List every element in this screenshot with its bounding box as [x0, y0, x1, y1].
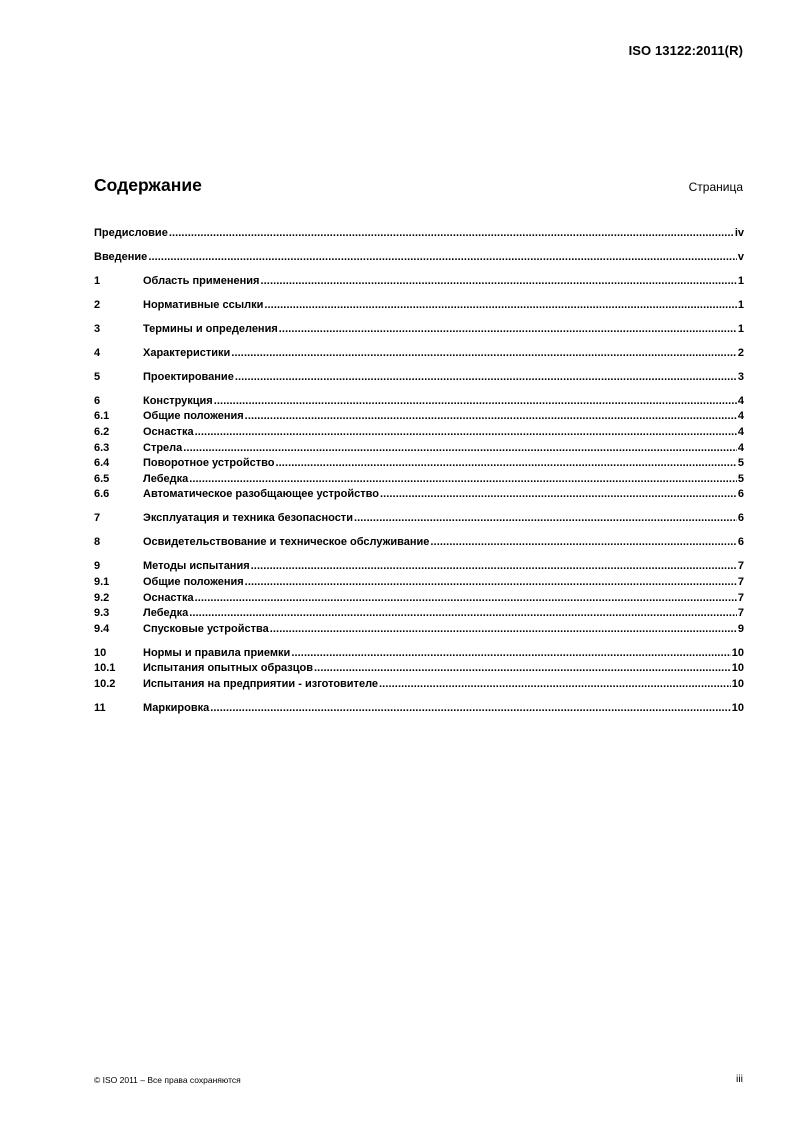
toc-entry-number: 6.1 — [94, 410, 110, 423]
toc-entry-number: 10 — [94, 646, 107, 659]
dot-leader — [183, 441, 737, 457]
toc-entry-page: 1 — [737, 322, 744, 335]
toc-entry-label: Испытания опытных образцов — [143, 662, 314, 675]
toc-entry-page: 4 — [737, 426, 744, 439]
dot-leader — [195, 425, 737, 441]
toc-entry-number: 4 — [94, 346, 101, 359]
toc-entry-number: 6.5 — [94, 472, 110, 485]
toc-entry-page: 10 — [731, 646, 744, 659]
toc-entry-number: 3 — [94, 322, 101, 335]
toc-entry[interactable] — [94, 575, 744, 591]
page-column-label: Страница — [688, 180, 743, 194]
toc-entry-label: Испытания на предприятии - изготовителе — [143, 677, 379, 690]
dot-leader — [380, 487, 737, 503]
toc-entry[interactable] — [94, 274, 744, 290]
toc-entry-number: 6.2 — [94, 426, 110, 439]
toc-entry[interactable] — [94, 298, 744, 314]
footer-copyright: © ISO 2011 – Все права сохраняются — [94, 1075, 241, 1085]
toc-entry-label: Проектирование — [143, 370, 234, 383]
toc-entry[interactable] — [94, 472, 744, 488]
dot-leader — [270, 622, 737, 638]
toc-entry[interactable] — [94, 226, 744, 242]
toc-entry-label: Методы испытания — [143, 560, 250, 573]
toc-entry-page: iv — [734, 227, 744, 239]
document-code: ISO 13122:2011(R) — [628, 43, 743, 58]
dot-leader — [245, 409, 737, 425]
dot-leader — [148, 250, 737, 266]
toc-entry-page: v — [737, 250, 744, 263]
dot-leader — [354, 511, 737, 527]
toc-entry-page: 9 — [737, 622, 744, 635]
toc-entry-label: Эксплуатация и техника безопасности — [143, 512, 353, 525]
toc-entry-number: 6.3 — [94, 441, 110, 454]
toc-entry[interactable] — [94, 591, 744, 607]
toc-entry-label: Общие положения — [143, 576, 244, 588]
toc-entry-label: Освидетельствование и техническое обслуживание — [143, 536, 430, 549]
toc-entry-page: 6 — [737, 512, 744, 525]
toc-entry[interactable] — [94, 487, 744, 503]
dot-leader — [189, 606, 737, 622]
toc-entry-page: 7 — [737, 560, 744, 573]
toc-entry[interactable] — [94, 622, 744, 638]
toc-entry-number: 9.3 — [94, 607, 110, 620]
toc-entry-number: 9.1 — [94, 576, 110, 588]
toc-entry-label: Нормы и правила приемки — [143, 646, 291, 659]
toc-entry-label: Оснастка — [143, 591, 194, 604]
dot-leader — [275, 456, 736, 472]
toc-entry-label: Введение — [94, 250, 148, 263]
toc-title: Содержание — [94, 175, 202, 195]
toc-entry[interactable] — [94, 409, 744, 425]
dot-leader — [195, 591, 737, 607]
toc-entry[interactable] — [94, 661, 744, 677]
table-of-contents — [94, 226, 744, 717]
toc-entry-number: 11 — [94, 701, 106, 714]
dot-leader — [210, 701, 731, 717]
toc-entry-number: 1 — [94, 274, 101, 287]
toc-entry-number: 9.2 — [94, 591, 110, 604]
toc-entry[interactable] — [94, 606, 744, 622]
toc-entry-number: 6.6 — [94, 488, 110, 501]
toc-entry-number: 6 — [94, 394, 101, 407]
toc-entry[interactable] — [94, 677, 744, 693]
toc-entry-label: Лебедка — [143, 472, 189, 485]
toc-entry-label: Маркировка — [143, 701, 210, 714]
toc-entry-label: Автоматическое разобщающее устройство — [143, 488, 379, 501]
toc-entry-page: 7 — [737, 607, 744, 620]
toc-entry[interactable] — [94, 250, 744, 266]
dot-leader — [251, 559, 737, 575]
toc-entry-number: 2 — [94, 298, 101, 311]
toc-entry-page: 1 — [737, 298, 744, 311]
toc-entry-page: 10 — [731, 701, 744, 714]
toc-entry-page: 6 — [737, 536, 744, 549]
toc-entry-page: 10 — [731, 677, 744, 690]
toc-entry-page: 2 — [737, 346, 744, 359]
toc-entry[interactable] — [94, 394, 744, 410]
dot-leader — [291, 646, 730, 662]
toc-entry-number: 10.2 — [94, 677, 116, 690]
toc-entry[interactable] — [94, 322, 744, 338]
toc-entry-label: Характеристики — [143, 346, 231, 359]
toc-entry-number: 9 — [94, 560, 101, 573]
toc-entry-label: Нормативные ссылки — [143, 298, 264, 311]
toc-entry-number: 7 — [94, 512, 101, 525]
toc-entry-page: 5 — [737, 457, 744, 470]
toc-entry[interactable] — [94, 559, 744, 575]
toc-entry-label: Спусковые устройства — [143, 622, 269, 635]
toc-entry-page: 7 — [737, 591, 744, 604]
toc-entry-label: Оснастка — [143, 426, 194, 439]
toc-entry-page: 4 — [737, 394, 744, 407]
toc-entry-page: 3 — [737, 370, 744, 383]
toc-entry-label: Область применения — [143, 274, 260, 287]
dot-leader — [260, 274, 736, 290]
toc-entry-label: Общие положения — [143, 410, 244, 423]
dot-leader — [379, 677, 731, 693]
toc-entry-label: Стрела — [143, 441, 183, 454]
dot-leader — [231, 346, 737, 362]
toc-entry-label: Конструкция — [143, 394, 213, 407]
toc-entry-page: 7 — [737, 576, 744, 588]
toc-entry[interactable] — [94, 535, 744, 551]
toc-entry[interactable] — [94, 456, 744, 472]
dot-leader — [189, 472, 737, 488]
dot-leader — [245, 575, 737, 591]
toc-entry[interactable] — [94, 441, 744, 457]
toc-entry-label: Лебедка — [143, 607, 189, 620]
toc-entry-label: Предисловие — [94, 227, 168, 239]
toc-entry-label: Поворотное устройство — [143, 457, 275, 470]
dot-leader — [264, 298, 737, 314]
toc-entry-number: 5 — [94, 370, 101, 383]
dot-leader — [279, 322, 737, 338]
toc-entry[interactable] — [94, 425, 744, 441]
toc-entry[interactable] — [94, 346, 744, 362]
footer-page-number: iii — [736, 1073, 743, 1085]
toc-entry[interactable] — [94, 701, 744, 717]
dot-leader — [169, 226, 734, 242]
toc-entry[interactable] — [94, 511, 744, 527]
toc-entry[interactable] — [94, 370, 744, 386]
toc-entry-page: 4 — [737, 441, 744, 454]
toc-entry-label: Термины и определения — [143, 322, 278, 335]
toc-entry-page: 4 — [737, 410, 744, 423]
dot-leader — [314, 661, 731, 677]
toc-entry-page: 6 — [737, 488, 744, 501]
toc-entry-number: 10.1 — [94, 662, 116, 675]
dot-leader — [430, 535, 736, 551]
toc-entry[interactable] — [94, 646, 744, 662]
dot-leader — [235, 370, 737, 386]
toc-entry-number: 6.4 — [94, 457, 110, 470]
dot-leader — [214, 394, 737, 410]
toc-entry-page: 5 — [737, 472, 744, 485]
toc-entry-page: 10 — [731, 662, 744, 675]
toc-entry-number: 9.4 — [94, 622, 110, 635]
toc-entry-number: 8 — [94, 536, 101, 549]
toc-entry-page: 1 — [737, 274, 744, 287]
